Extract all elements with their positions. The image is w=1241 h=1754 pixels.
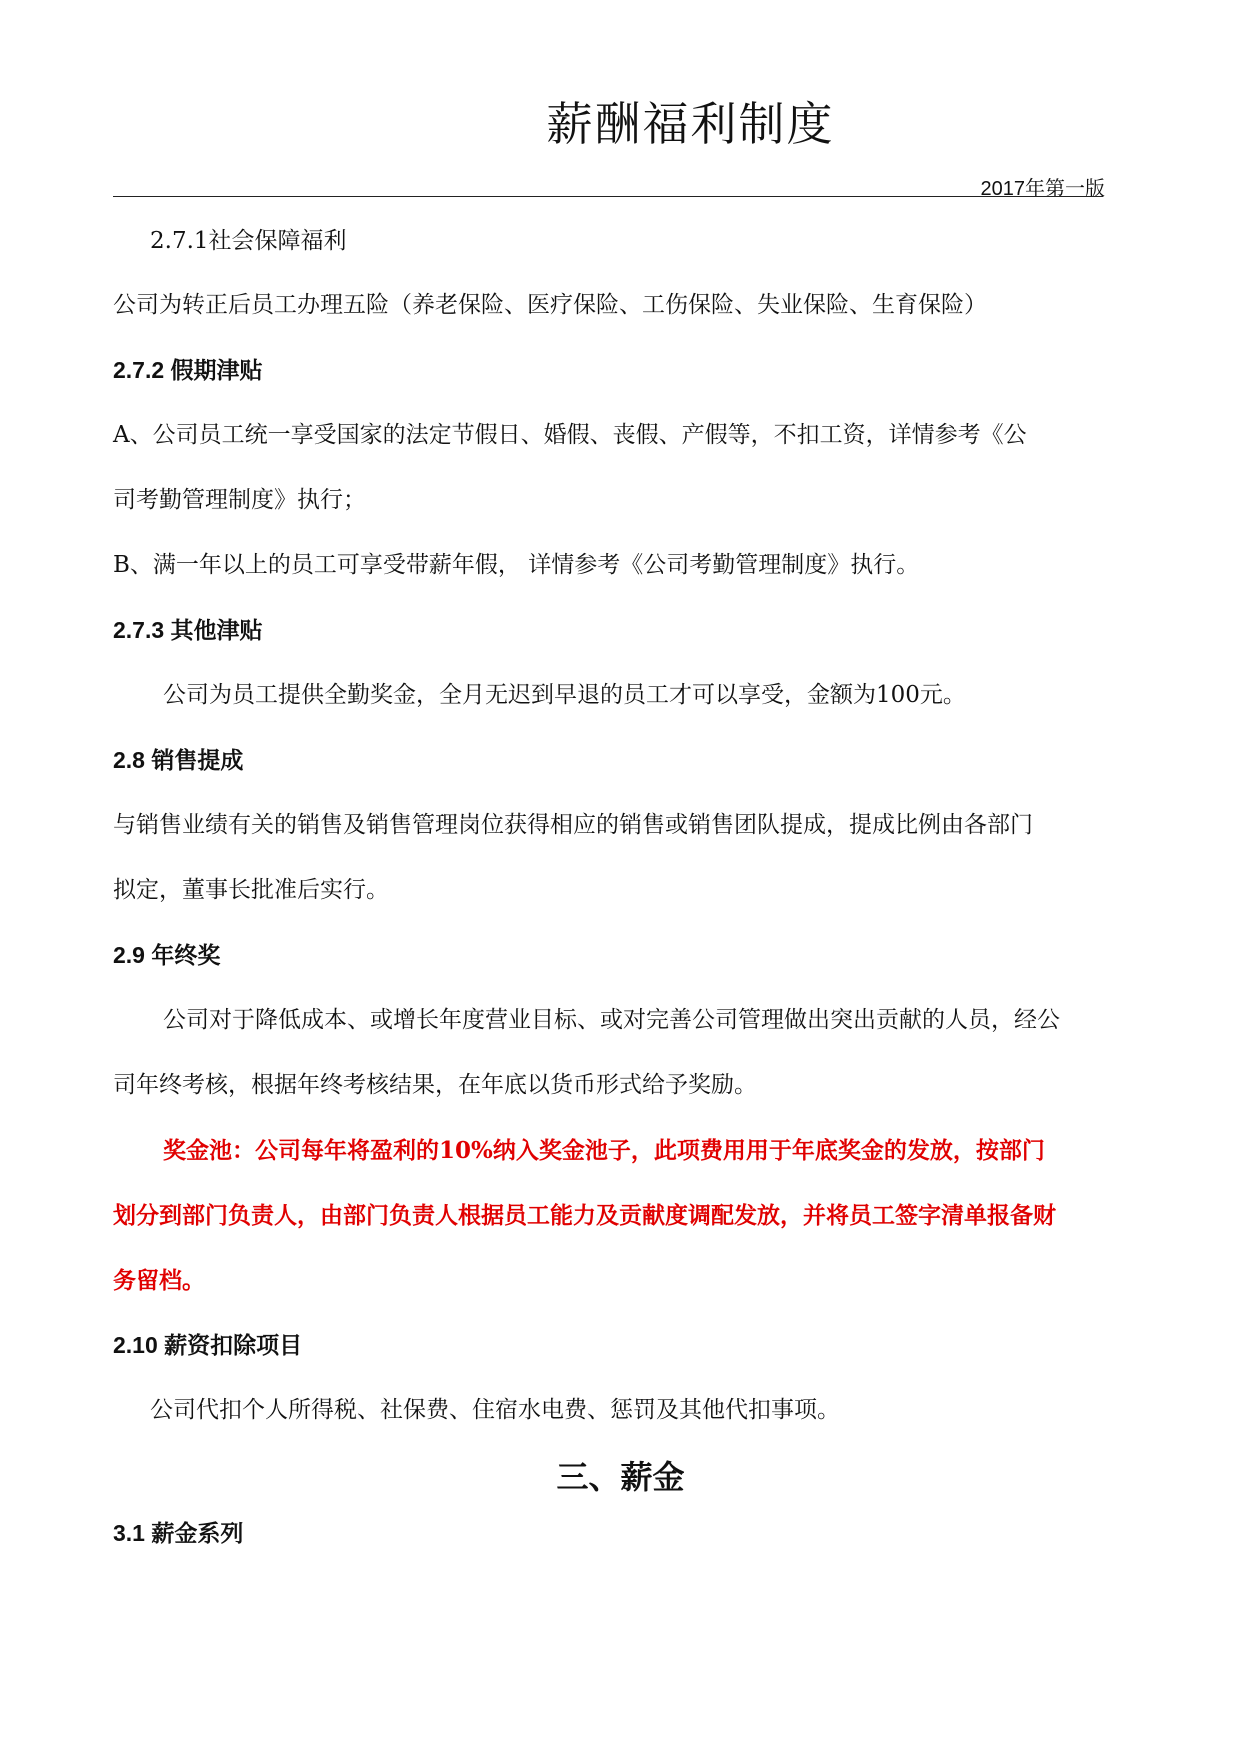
subsection-2-7-1: 2.7.1社会保障福利	[150, 228, 347, 254]
heading-2-7-2: 2.7.2 假期津贴	[113, 357, 263, 383]
paragraph-salary-deductions: 公司代扣个人所得税、社保费、住宿水电费、惩罚及其他代扣事项。	[150, 1397, 840, 1423]
paragraph-social-insurance: 公司为转正后员工办理五险（养老保险、医疗保险、工伤保险、失业保险、生育保险）	[113, 292, 987, 318]
bonus-pool-note-3: 务留档。	[113, 1267, 205, 1294]
heading-2-9: 2.9 年终奖	[113, 942, 221, 968]
paragraph-holiday-a-1: A、公司员工统一享受国家的法定节假日、婚假、丧假、产假等，不扣工资，详情参考《公	[113, 422, 1027, 448]
paragraph-holiday-a-2: 司考勤管理制度》执行；	[113, 487, 366, 513]
section-title-salary: 三、薪金	[556, 1458, 685, 1496]
heading-2-10: 2.10 薪资扣除项目	[113, 1332, 303, 1358]
paragraph-sales-commission-2: 拟定，董事长批准后实行。	[113, 877, 389, 903]
header-divider	[113, 196, 1103, 197]
bonus-pool-note-1: 奖金池：公司每年将盈利的10%纳入奖金池子，此项费用用于年底奖金的发放，按部门	[163, 1137, 1045, 1164]
heading-2-7-3: 2.7.3 其他津贴	[113, 617, 263, 643]
bonus-pool-note-2: 划分到部门负责人，由部门负责人根据员工能力及贡献度调配发放，并将员工签字清单报备财	[113, 1202, 1056, 1229]
heading-2-8: 2.8 销售提成	[113, 747, 244, 773]
edition-label: 2017年第一版	[980, 178, 1105, 200]
paragraph-year-end-bonus-2: 司年终考核，根据年终考核结果，在年底以货币形式给予奖励。	[113, 1072, 757, 1098]
paragraph-year-end-bonus-1: 公司对于降低成本、或增长年度营业目标、或对完善公司管理做出突出贡献的人员，经公	[163, 1007, 1060, 1033]
paragraph-attendance-bonus: 公司为员工提供全勤奖金，全月无迟到早退的员工才可以享受，金额为100元。	[163, 682, 966, 708]
heading-3-1: 3.1 薪金系列	[113, 1520, 244, 1546]
paragraph-sales-commission-1: 与销售业绩有关的销售及销售管理岗位获得相应的销售或销售团队提成，提成比例由各部门	[113, 812, 1033, 838]
document-title: 薪酬福利制度	[546, 97, 835, 151]
paragraph-holiday-b: B、满一年以上的员工可享受带薪年假， 详情参考《公司考勤管理制度》执行。	[113, 552, 920, 578]
